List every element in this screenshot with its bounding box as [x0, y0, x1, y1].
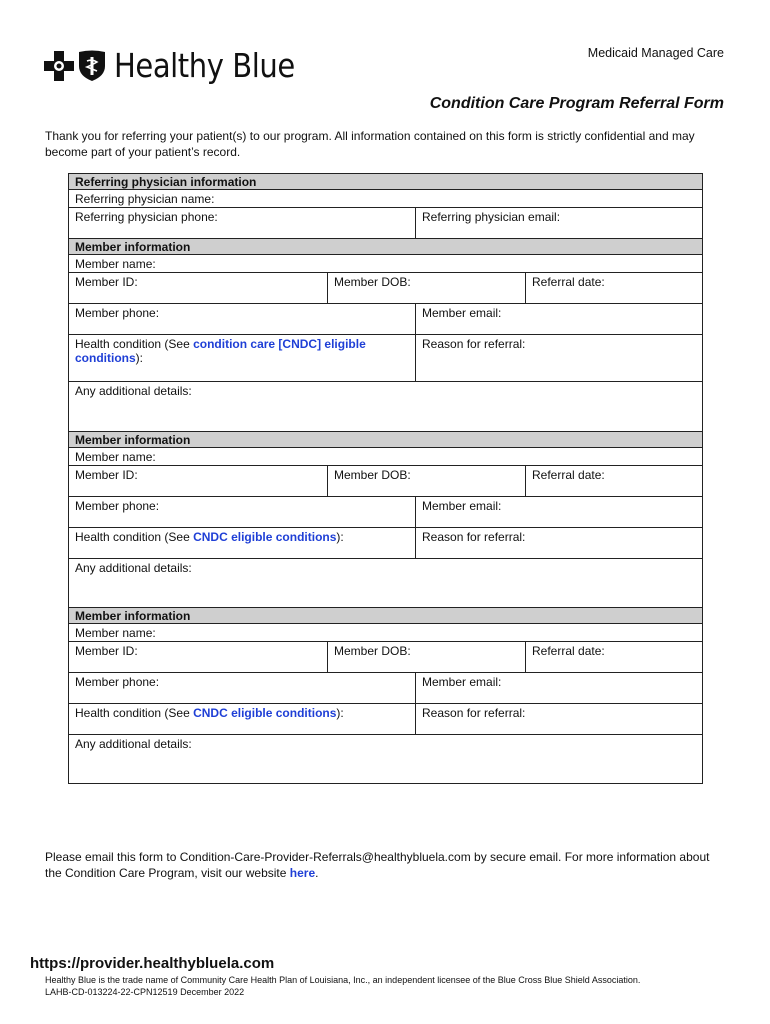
referral-date-field[interactable]	[526, 466, 703, 497]
document-code: LAHB-CD-013224-22-CPN12519 December 2022	[45, 987, 245, 997]
member-dob-field[interactable]	[328, 642, 526, 673]
additional-details-field[interactable]	[69, 559, 703, 608]
reason-for-referral-field[interactable]	[416, 704, 703, 735]
website-link[interactable]: here	[289, 866, 316, 880]
trade-name-notice: Healthy Blue is the trade name of Community Care Health Plan of Louisiana, Inc., an independent licensee of the Blue Cross Blue Shield Association.	[45, 975, 641, 985]
blue-shield-icon	[78, 50, 106, 82]
referral-date-field[interactable]	[526, 273, 703, 304]
field-label: Any additional details:	[75, 384, 192, 398]
field-label: Any additional details:	[75, 737, 192, 751]
section-heading: Member information	[69, 608, 703, 624]
physician-email-field[interactable]	[416, 208, 703, 239]
provider-url[interactable]: https://provider.healthybluela.com	[30, 955, 275, 972]
field-label: Member email:	[422, 675, 502, 689]
member-dob-field[interactable]	[328, 466, 526, 497]
page-title: Condition Care Program Referral Form	[429, 95, 724, 112]
field-label: Referring physician phone:	[75, 210, 218, 224]
field-label: Member DOB:	[334, 468, 411, 482]
field-label: Member ID:	[75, 644, 138, 658]
member-name-field[interactable]	[69, 624, 703, 642]
field-label: Member DOB:	[334, 275, 411, 289]
member-id-field[interactable]	[69, 466, 328, 497]
physician-phone-field[interactable]	[69, 208, 416, 239]
field-label: Referring physician name:	[75, 192, 215, 206]
field-label: Reason for referral:	[422, 706, 526, 720]
eligible-conditions-link[interactable]: CNDC eligible conditions	[193, 530, 337, 544]
member-email-field[interactable]	[416, 304, 703, 335]
health-condition-field[interactable]: Health condition (See CNDC eligible conditions):	[69, 704, 416, 735]
field-label: Referral date:	[532, 468, 605, 482]
member-id-field[interactable]	[69, 273, 328, 304]
field-label: Member name:	[75, 257, 156, 271]
field-label: Referral date:	[532, 644, 605, 658]
section-heading: Member information	[69, 239, 703, 255]
eligible-conditions-link[interactable]: CNDC eligible conditions	[193, 706, 337, 720]
member-name-field[interactable]	[69, 448, 703, 466]
field-label: Referral date:	[532, 275, 605, 289]
member-name-field[interactable]	[69, 255, 703, 273]
member-phone-field[interactable]	[69, 673, 416, 704]
field-label: Member name:	[75, 626, 156, 640]
member-email-field[interactable]	[416, 497, 703, 528]
eligible-conditions-link[interactable]: condition care [CNDC] eligible conditions	[75, 337, 366, 365]
field-label: Member email:	[422, 499, 502, 513]
field-label: Member ID:	[75, 468, 138, 482]
brand-logo	[44, 46, 319, 85]
brand-name: Healthy Blue	[114, 46, 295, 85]
reason-for-referral-field[interactable]	[416, 335, 703, 382]
field-label: Member email:	[422, 306, 502, 320]
field-label: Member phone:	[75, 675, 160, 689]
member-email-field[interactable]	[416, 673, 703, 704]
field-label: Member ID:	[75, 275, 138, 289]
health-condition-field[interactable]: Health condition (See condition care [CNDC] eligible conditions):	[69, 335, 416, 382]
blue-cross-icon	[44, 51, 74, 81]
section-heading: Member information	[69, 432, 703, 448]
email-instructions: Please email this form to Condition-Care-Provider-Referrals@healthybluela.com by secure email. For more information about the Condition Care Program, visit our website here.	[45, 850, 710, 880]
field-label: Member phone:	[75, 499, 160, 513]
referral-form-table	[68, 173, 703, 784]
member-id-field[interactable]	[69, 642, 328, 673]
tagline: Medicaid Managed Care	[587, 46, 724, 60]
additional-details-field[interactable]	[69, 735, 703, 784]
member-phone-field[interactable]	[69, 497, 416, 528]
member-phone-field[interactable]	[69, 304, 416, 335]
field-label: Member DOB:	[334, 644, 411, 658]
field-label: Reason for referral:	[422, 337, 526, 351]
additional-details-field[interactable]	[69, 382, 703, 432]
health-condition-field[interactable]: Health condition (See CNDC eligible conditions):	[69, 528, 416, 559]
intro-text: Thank you for referring your patient(s) to our program. All information contained on this form is strictly confidential and may become part of your patient’s record.	[45, 129, 695, 159]
field-label: Member phone:	[75, 306, 160, 320]
field-label: Any additional details:	[75, 561, 192, 575]
field-label: Member name:	[75, 450, 156, 464]
section-heading: Referring physician information	[69, 174, 703, 190]
referral-date-field[interactable]	[526, 642, 703, 673]
physician-name-field[interactable]	[69, 190, 703, 208]
reason-for-referral-field[interactable]	[416, 528, 703, 559]
field-label: Reason for referral:	[422, 530, 526, 544]
field-label: Referring physician email:	[422, 210, 561, 224]
legal-notice	[45, 974, 640, 998]
member-dob-field[interactable]	[328, 273, 526, 304]
